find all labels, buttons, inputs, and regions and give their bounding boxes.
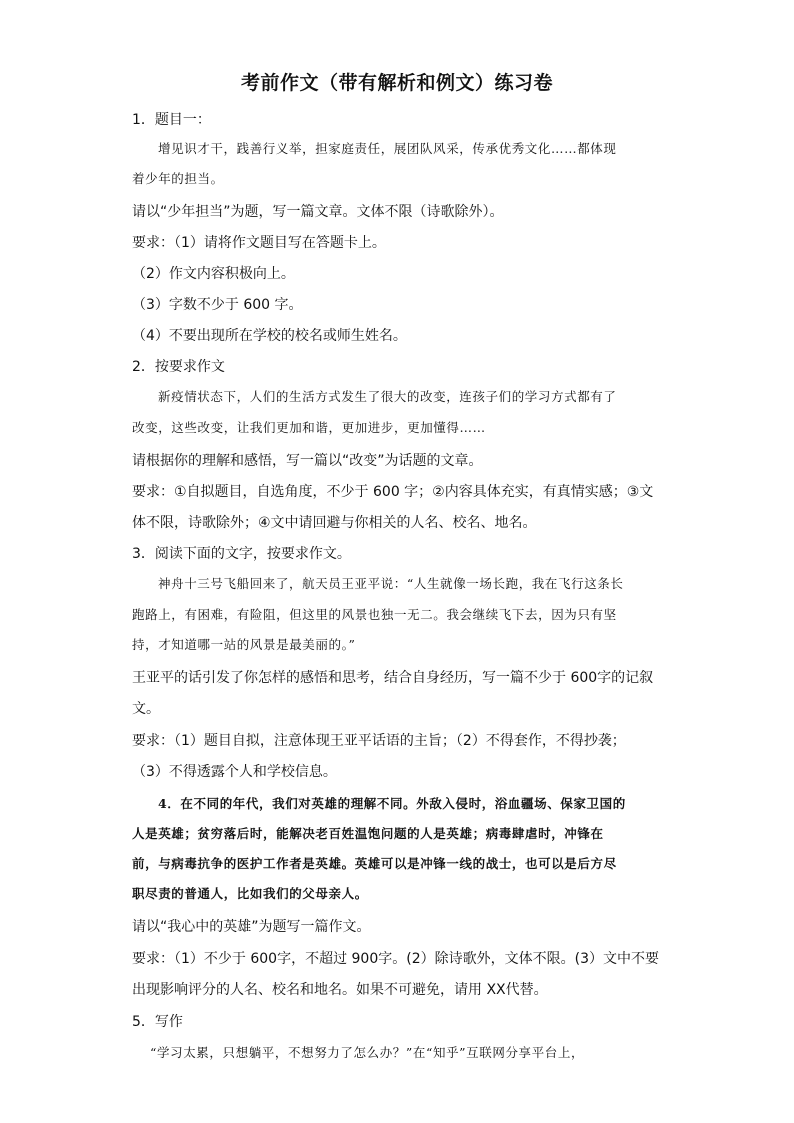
q5-heading: 5．写作 bbox=[132, 1014, 183, 1030]
q2-requirement: 体不限，诗歌除外；④文中请回避与你相关的人名、校名、地名。 bbox=[132, 515, 537, 531]
q1-heading: 1．题目一： bbox=[132, 112, 211, 128]
q1-prompt: 请以“少年担当”为题，写一篇文章。文体不限（诗歌除外）。 bbox=[132, 204, 504, 220]
q2-quote-line: 新疫情状态下，人们的生活方式发生了很大的改变，连孩子们的学习方式都有了 bbox=[158, 389, 617, 404]
q4-quote-line: 前，与病毒抗争的医护工作者是英雄。英雄可以是冲锋一线的战士，也可以是后方尽 bbox=[132, 856, 617, 871]
q1-quote-line: 着少年的担当。 bbox=[132, 171, 224, 186]
q1-requirement: 要求：（1）请将作文题目写在答题卡上。 bbox=[132, 235, 386, 251]
q4-requirement: 出现影响评分的人名、校名和地名。如果不可避免，请用 XX代替。 bbox=[132, 982, 548, 998]
q2-heading: 2．按要求作文 bbox=[132, 359, 225, 375]
q1-requirement: （4）不要出现所在学校的校名或师生姓名。 bbox=[132, 328, 407, 344]
q4-requirement: 要求：（1）不少于 600字，不超过 900字。(2）除诗歌外，文体不限。(3）文中不要 bbox=[132, 951, 659, 967]
q3-prompt: 王亚平的话引发了你怎样的感悟和思考，结合自身经历，写一篇不少于 600字的记叙 bbox=[132, 670, 654, 686]
q4-quote-line: 人是英雄；贫穷落后时，能解决老百姓温饱问题的人是英雄；病毒肆虐时，冲锋在 bbox=[132, 826, 604, 841]
q2-requirement: 要求：①自拟题目，自选角度，不少于 600 字；②内容具体充实，有真情实感；③文 bbox=[132, 484, 654, 500]
q4-quote-line: 4．在不同的年代，我们对英雄的理解不同。外敌入侵时，浴血疆场、保家卫国的 bbox=[158, 796, 626, 811]
q1-requirement: （3）字数不少于 600 字。 bbox=[132, 297, 303, 313]
q3-quote-line: 神舟十三号飞船回来了，航天员王亚平说：“人生就像一场长跑，我在飞行这条长 bbox=[158, 576, 624, 591]
q3-heading: 3．阅读下面的文字，按要求作文。 bbox=[132, 546, 351, 562]
q3-quote-line: 持，才知道哪一站的风景是最美丽的。” bbox=[132, 637, 356, 652]
q3-requirement: 要求：（1）题目自拟，注意体现王亚平话语的主旨；（2）不得套作，不得抄袭； bbox=[132, 733, 626, 749]
q4-prompt: 请以“我心中的英雄”为题写一篇作文。 bbox=[132, 919, 371, 935]
page-title: 考前作文（带有解析和例文）练习卷 bbox=[240, 72, 553, 94]
q2-prompt: 请根据你的理解和感悟，写一篇以“改变”为话题的文章。 bbox=[132, 453, 483, 469]
q3-quote-line: 跑路上，有困难，有险阻，但这里的风景也独一无二。我会继续飞下去，因为只有坚 bbox=[132, 607, 617, 622]
q4-quote-line: 职尽责的普通人，比如我们的父母亲人。 bbox=[132, 886, 368, 901]
q3-requirement: （3）不得透露个人和学校信息。 bbox=[132, 764, 337, 780]
q1-quote-line: 增见识才干，践善行义举，担家庭责任，展团队风采，传承优秀文化……都体现 bbox=[158, 141, 617, 156]
q3-prompt: 文。 bbox=[132, 701, 160, 717]
q5-quote-line: “学习太累，只想躺平，不想努力了怎么办？”在“知乎”互联网分享平台上， bbox=[150, 1045, 585, 1060]
q1-requirement: （2）作文内容积极向上。 bbox=[132, 266, 295, 282]
q2-quote-line: 改变，这些改变，让我们更加和谐，更加进步，更加懂得…… bbox=[132, 420, 486, 435]
